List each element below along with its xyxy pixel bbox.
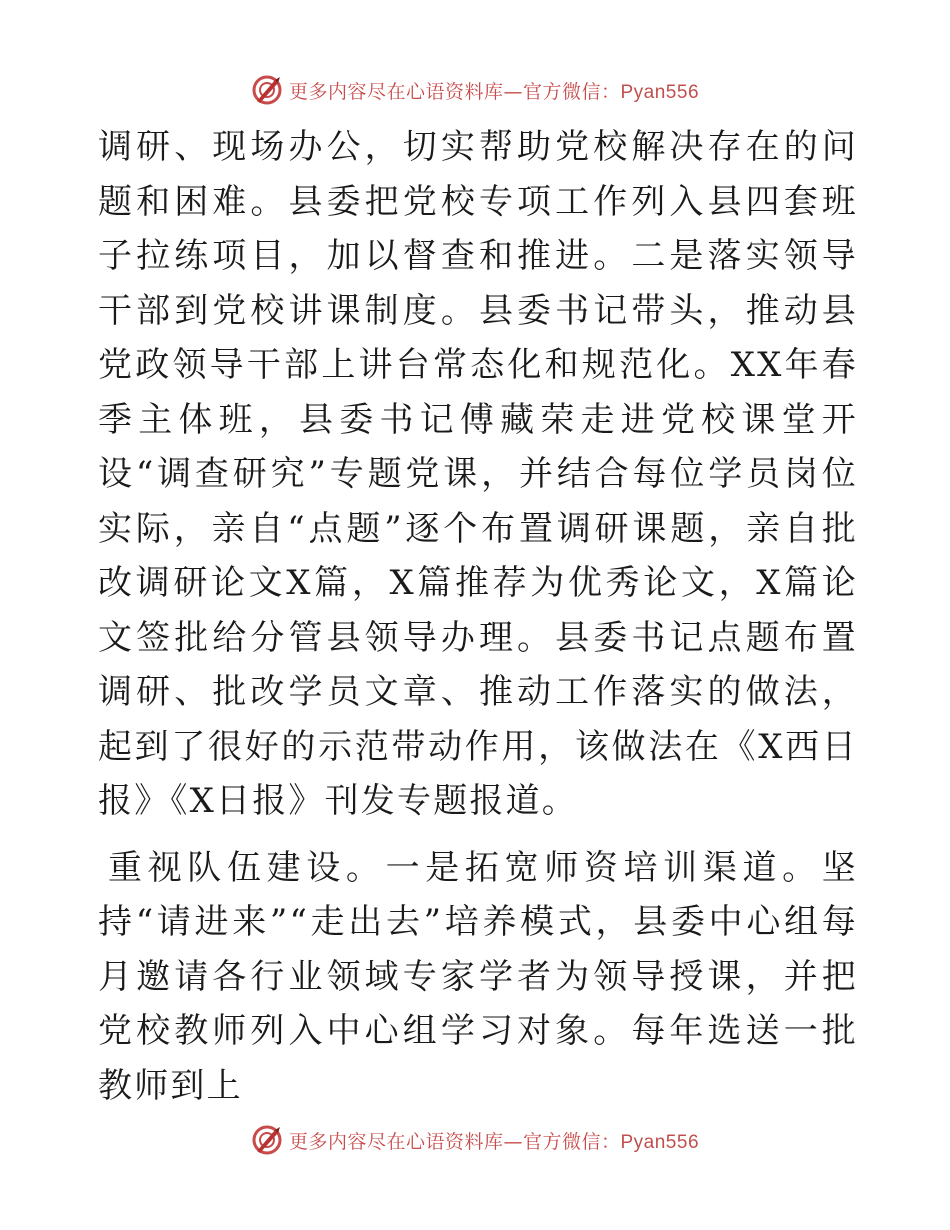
footer-watermark (0, 1120, 950, 1160)
body-paragraph: 调研、现场办公，切实帮助党校解决存在的问题和困难。县委把党校专项工作列入县四套班子拉练项目，加以督查和推进。二是落实领导干部到党校讲课制度。县委书记带头，推动县党政领导干部上讲台常态化和规范化。XX年春季主体班，县委书记傅藏荣走进党校课堂开设“调查研究”专题党课，并结合每位学员岗位实际，亲自“点题”逐个布置调研课题，亲自批改调研论文X篇，X篇推荐为优秀论文，X篇论文签批给分管县领导办理。县委书记点题布置调研、批改学员文章、推动工作落实的做法，起到了很好的示范带动作用，该做法在《X西日报》《X日报》刊发专题报道。 (98, 127, 858, 821)
body-paragraph: 重视队伍建设。一是拓宽师资培训渠道。坚持“请进来”“走出去”培养模式，县委中心组每月邀请各行业领域专家学者为领导授课，并把党校教师列入中心组学习对象。每年选送一批教师到上 (98, 847, 858, 1106)
watermark-text: 更多内容尽在心语资料库—官方微信：Pyan556 (288, 80, 700, 103)
header-watermark (0, 70, 950, 110)
watermark-text: 更多内容尽在心语资料库—官方微信：Pyan556 (288, 1130, 700, 1153)
quill-seal-icon (251, 74, 283, 106)
document-body (98, 120, 858, 1113)
quill-seal-icon (251, 1124, 283, 1156)
